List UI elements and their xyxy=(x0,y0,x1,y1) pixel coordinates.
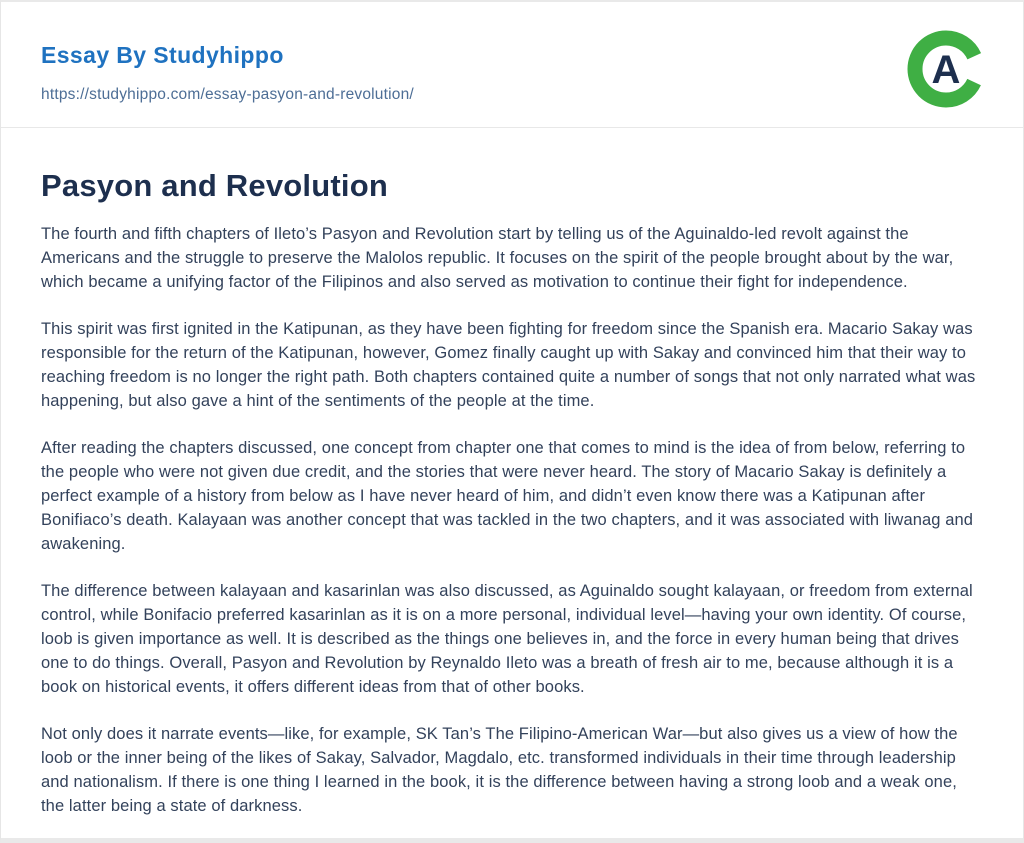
source-url-link[interactable]: https://studyhippo.com/essay-pasyon-and-revolution/ xyxy=(41,86,414,103)
header-text-block xyxy=(41,36,414,104)
site-title: Essay By Studyhippo xyxy=(41,42,284,68)
studyhippo-logo xyxy=(907,30,985,108)
article-title: Pasyon and Revolution xyxy=(41,168,388,203)
article-paragraph: Not only does it narrate events—like, for example, SK Tan’s The Filipino-American War—but also gives us a view of how the loob or the inner being of the likes of Sakay, Salvador, Magdalo, etc. transformed individuals in their time through leadership and nationalism. If there is one thing I learned in the book, it is the difference between having a strong loob and a weak one, the latter being a state of darkness. xyxy=(41,725,958,815)
page-header xyxy=(1,2,1023,128)
article-paragraph: The difference between kalayaan and kasarinlan was also discussed, as Aguinaldo sought kalayaan, or freedom from external control, while Bonifacio preferred kasarinlan as it is on a more personal, individual level—having your own identity. Of course, loob is given importance as well. It is described as the things one believes in, and the force in every human being that drives one to do things. Overall, Pasyon and Revolution by Reynaldo Ileto was a breath of fresh air to me, because although it is a book on historical events, it offers different ideas from that of other books. xyxy=(41,582,973,696)
article-paragraph: After reading the chapters discussed, one concept from chapter one that comes to mind is the idea of from below, referring to the people who were not given due credit, and the stories that were never heard. The story of Macario Sakay is definitely a perfect example of a history from below as I have never heard of him, and didn’t even know there was a Katipunan after Bonifiaco’s death. Kalayaan was another concept that was tackled in the two chapters, and it was associated with liwanag and awakening. xyxy=(41,439,974,553)
article-paragraph: This spirit was first ignited in the Katipunan, as they have been fighting for freedom since the Spanish era. Macario Sakay was responsible for the return of the Katipunan, however, Gomez finally caught up with Sakay and convinced him that their way to reaching freedom is no longer the right path. Both chapters contained quite a number of songs that not only narrated what was happening, but also gave a hint of the sentiments of the people at the time. xyxy=(41,320,976,410)
article-body xyxy=(41,222,981,818)
studyhippo-logo-icon xyxy=(907,30,985,108)
logo-letter: A xyxy=(931,48,961,92)
article xyxy=(1,128,1023,818)
article-paragraph: The fourth and fifth chapters of Ileto’s Pasyon and Revolution start by telling us of the Aguinaldo-led revolt against the Americans and the struggle to preserve the Malolos republic. It focuses on the spirit of the people brought about by the war, which became a unifying factor of the Filipinos and also served as motivation to continue their fight for independence. xyxy=(41,225,954,291)
